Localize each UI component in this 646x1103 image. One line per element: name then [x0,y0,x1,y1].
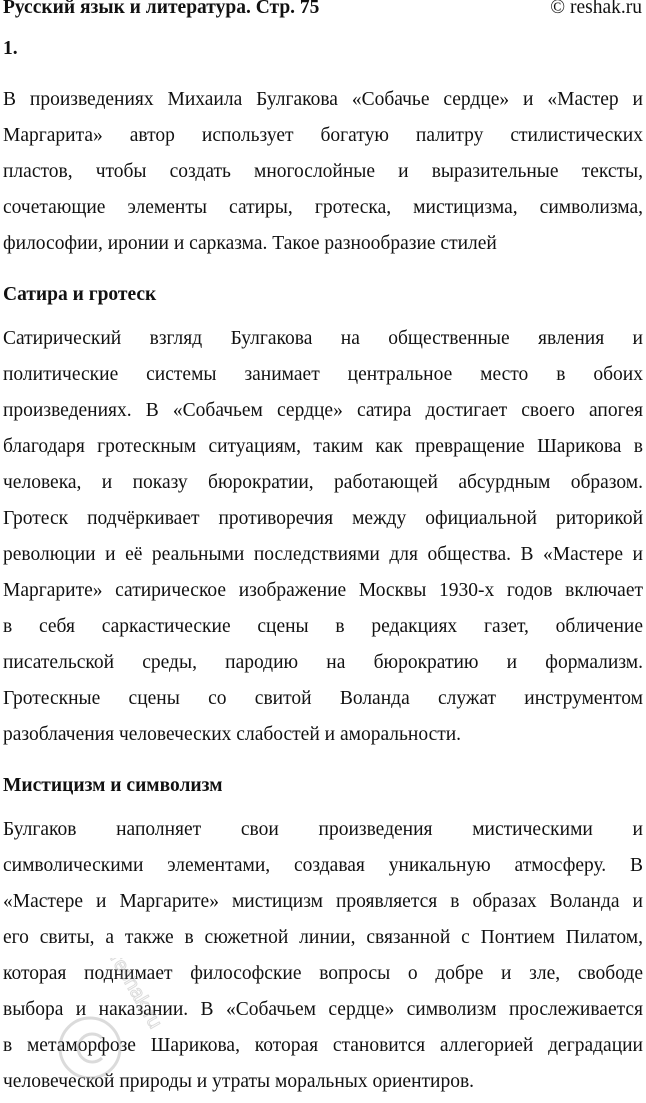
text-line: человеческой природы и утраты моральных ориентиров. [3,1071,475,1092]
copyright-label: © reshak.ru [550,0,642,18]
text-line: благодаря гротескным ситуациям, таким как превращение Шарикова в [3,436,643,457]
text-line: Маргарите» сатирическое изображение Москвы 1930-х годов включает [3,580,643,601]
page-title: Русский язык и литература. Стр. 75 [3,0,320,18]
text-line: Гротеск подчёркивает противоречия между официальной риторикой [3,508,643,529]
text-line: произведениях. В «Собачьем сердце» сатира достигает своего апогея [3,400,643,421]
text-line: революции и её реальными последствиями для общества. В «Мастере и [3,544,643,565]
text-line: сочетающие элементы сатиры, гротеска, мистицизма, символизма, [3,197,643,218]
task-number: 1. [3,38,18,59]
text-line: его свиты, а также в сюжетной линии, связанной с Понтием Пилатом, [3,927,643,948]
text-line: символическими элементами, создавая уникальную атмосферу. В [3,855,643,876]
section-heading-satire: Сатира и гротеск [3,284,157,305]
text-line: в себя саркастические сцены в редакциях газет, обличение [3,616,643,637]
watermark-text: reshak.ru [105,958,167,1033]
text-line: Булгаков наполняет свои произведения мистическими и [3,819,643,840]
text-line: человека, и показу бюрократии, работающей абсурдным образом. [3,472,643,493]
text-line: философии, иронии и сарказма. Такое разнообразие стилей [3,233,497,254]
page-header [3,0,642,23]
text-line: в метаморфозе Шарикова, которая становится аллегорией деградации [3,1035,643,1056]
text-line: Сатирический взгляд Булгакова на общественные явления и [3,328,643,349]
text-line: писательской среды, пародию на бюрократию и формализм. [3,652,643,673]
text-line: которая поднимает философские вопросы о добре и зле, свободе [3,963,643,984]
text-line: пластов, чтобы создать многослойные и выразительные тексты, [3,161,643,182]
text-line: «Мастере и Маргарите» мистицизм проявляется в образах Воланда и [3,891,643,912]
text-line: выбора и наказании. В «Собачьем сердце» символизм прослеживается [3,999,643,1020]
text-line: Маргарита» автор использует богатую палитру стилистических [3,125,643,146]
text-line: разоблачения человеческих слабостей и аморальности. [3,724,462,745]
section-heading-mysticism: Мистицизм и символизм [3,775,223,796]
text-line: В произведениях Михаила Булгакова «Собачье сердце» и «Мастер и [3,89,643,110]
text-line: Гротескные сцены со свитой Воланда служат инструментом [3,688,643,709]
text-line: политические системы занимает центральное место в обоих [3,364,643,385]
